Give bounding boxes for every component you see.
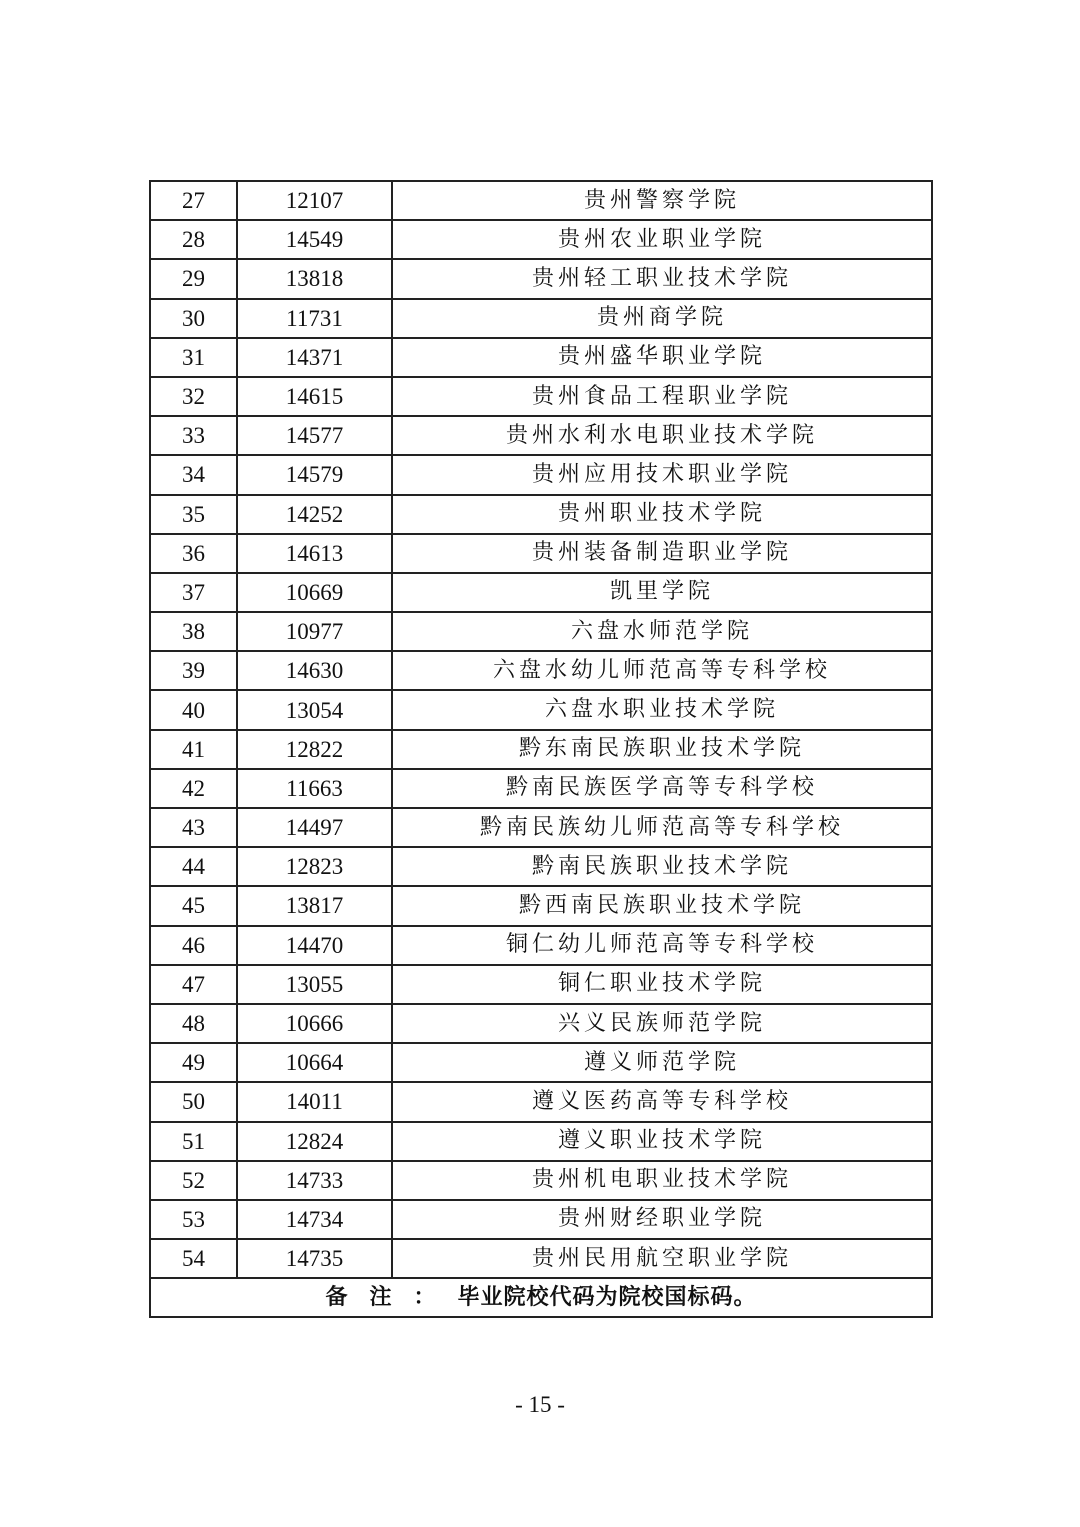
row-number-cell: 31 <box>150 338 237 377</box>
school-code-cell: 12107 <box>237 181 392 220</box>
school-code-cell: 14497 <box>237 808 392 847</box>
row-number-cell: 50 <box>150 1082 237 1121</box>
school-code-cell: 10664 <box>237 1043 392 1082</box>
table-row <box>150 1161 932 1200</box>
row-number-cell: 54 <box>150 1239 237 1278</box>
table-row <box>150 808 932 847</box>
school-name-cell: 遵义师范学院 <box>392 1043 932 1082</box>
table-row <box>150 769 932 808</box>
row-number-cell: 32 <box>150 377 237 416</box>
school-name-cell: 六盘水幼儿师范高等专科学校 <box>392 651 932 690</box>
table-row <box>150 573 932 612</box>
school-name-cell: 遵义医药高等专科学校 <box>392 1082 932 1121</box>
table-row <box>150 1082 932 1121</box>
row-number-cell: 46 <box>150 926 237 965</box>
page-number: - 15 - <box>515 1392 565 1417</box>
school-code-cell: 14470 <box>237 926 392 965</box>
note-cell <box>150 1278 932 1317</box>
table-row <box>150 416 932 455</box>
table-row <box>150 886 932 925</box>
row-number-cell: 30 <box>150 299 237 338</box>
table-row <box>150 612 932 651</box>
school-name-cell: 兴义民族师范学院 <box>392 1004 932 1043</box>
school-name-cell: 遵义职业技术学院 <box>392 1122 932 1161</box>
school-name-cell: 贵州警察学院 <box>392 181 932 220</box>
school-code-cell: 14577 <box>237 416 392 455</box>
row-number-cell: 33 <box>150 416 237 455</box>
school-code-cell: 14579 <box>237 455 392 494</box>
table-row <box>150 181 932 220</box>
school-name-cell: 黔南民族职业技术学院 <box>392 847 932 886</box>
row-number-cell: 29 <box>150 259 237 298</box>
row-number-cell: 42 <box>150 769 237 808</box>
table-row <box>150 847 932 886</box>
school-name-cell: 铜仁幼儿师范高等专科学校 <box>392 926 932 965</box>
school-code-cell: 14011 <box>237 1082 392 1121</box>
school-code-cell: 13055 <box>237 965 392 1004</box>
table-row <box>150 965 932 1004</box>
school-name-cell: 贵州轻工职业技术学院 <box>392 259 932 298</box>
row-number-cell: 38 <box>150 612 237 651</box>
row-number-cell: 37 <box>150 573 237 612</box>
school-name-cell: 六盘水职业技术学院 <box>392 690 932 729</box>
school-code-cell: 10669 <box>237 573 392 612</box>
school-code-cell: 14733 <box>237 1161 392 1200</box>
school-code-cell: 13817 <box>237 886 392 925</box>
school-code-cell: 13054 <box>237 690 392 729</box>
school-code-cell: 13818 <box>237 259 392 298</box>
school-name-cell: 黔东南民族职业技术学院 <box>392 730 932 769</box>
school-code-cell: 12823 <box>237 847 392 886</box>
note-text: 毕业院校代码为院校国标码。 <box>457 1284 757 1310</box>
table-row <box>150 690 932 729</box>
school-code-table <box>149 180 933 1318</box>
school-name-cell: 黔南民族医学高等专科学校 <box>392 769 932 808</box>
table-row <box>150 377 932 416</box>
school-name-cell: 贵州装备制造职业学院 <box>392 534 932 573</box>
school-name-cell: 贵州应用技术职业学院 <box>392 455 932 494</box>
table-row <box>150 1004 932 1043</box>
school-code-cell: 14549 <box>237 220 392 259</box>
table-row <box>150 1043 932 1082</box>
school-name-cell: 贵州农业职业学院 <box>392 220 932 259</box>
note-label: 备注： <box>325 1284 458 1310</box>
school-code-cell: 14371 <box>237 338 392 377</box>
table-row <box>150 1122 932 1161</box>
school-name-cell: 贵州食品工程职业学院 <box>392 377 932 416</box>
row-number-cell: 35 <box>150 495 237 534</box>
school-code-cell: 11731 <box>237 299 392 338</box>
school-code-cell: 14735 <box>237 1239 392 1278</box>
row-number-cell: 43 <box>150 808 237 847</box>
school-name-cell: 贵州盛华职业学院 <box>392 338 932 377</box>
school-code-cell: 10666 <box>237 1004 392 1043</box>
row-number-cell: 49 <box>150 1043 237 1082</box>
school-code-cell: 14734 <box>237 1200 392 1239</box>
school-name-cell: 贵州职业技术学院 <box>392 495 932 534</box>
school-name-cell: 六盘水师范学院 <box>392 612 932 651</box>
school-code-cell: 14630 <box>237 651 392 690</box>
table-row <box>150 534 932 573</box>
table-row <box>150 651 932 690</box>
row-number-cell: 53 <box>150 1200 237 1239</box>
table-row <box>150 730 932 769</box>
row-number-cell: 45 <box>150 886 237 925</box>
row-number-cell: 47 <box>150 965 237 1004</box>
table-row <box>150 1239 932 1278</box>
table-row <box>150 455 932 494</box>
school-name-cell: 贵州商学院 <box>392 299 932 338</box>
table-row <box>150 495 932 534</box>
table-row <box>150 220 932 259</box>
school-code-cell: 10977 <box>237 612 392 651</box>
school-name-cell: 铜仁职业技术学院 <box>392 965 932 1004</box>
table-row <box>150 299 932 338</box>
note-row <box>150 1278 932 1317</box>
row-number-cell: 48 <box>150 1004 237 1043</box>
school-code-cell: 12822 <box>237 730 392 769</box>
row-number-cell: 52 <box>150 1161 237 1200</box>
school-name-cell: 黔西南民族职业技术学院 <box>392 886 932 925</box>
school-name-cell: 贵州水利水电职业技术学院 <box>392 416 932 455</box>
table-row <box>150 926 932 965</box>
row-number-cell: 34 <box>150 455 237 494</box>
table-row <box>150 338 932 377</box>
school-code-cell: 14615 <box>237 377 392 416</box>
row-number-cell: 41 <box>150 730 237 769</box>
table-body <box>150 181 932 1278</box>
school-code-cell: 12824 <box>237 1122 392 1161</box>
school-code-cell: 14613 <box>237 534 392 573</box>
school-name-cell: 黔南民族幼儿师范高等专科学校 <box>392 808 932 847</box>
school-name-cell: 凯里学院 <box>392 573 932 612</box>
school-name-cell: 贵州财经职业学院 <box>392 1200 932 1239</box>
row-number-cell: 51 <box>150 1122 237 1161</box>
row-number-cell: 27 <box>150 181 237 220</box>
school-code-cell: 14252 <box>237 495 392 534</box>
table-row <box>150 259 932 298</box>
school-name-cell: 贵州民用航空职业学院 <box>392 1239 932 1278</box>
row-number-cell: 40 <box>150 690 237 729</box>
school-name-cell: 贵州机电职业技术学院 <box>392 1161 932 1200</box>
row-number-cell: 39 <box>150 651 237 690</box>
row-number-cell: 28 <box>150 220 237 259</box>
row-number-cell: 36 <box>150 534 237 573</box>
school-code-cell: 11663 <box>237 769 392 808</box>
row-number-cell: 44 <box>150 847 237 886</box>
table-row <box>150 1200 932 1239</box>
